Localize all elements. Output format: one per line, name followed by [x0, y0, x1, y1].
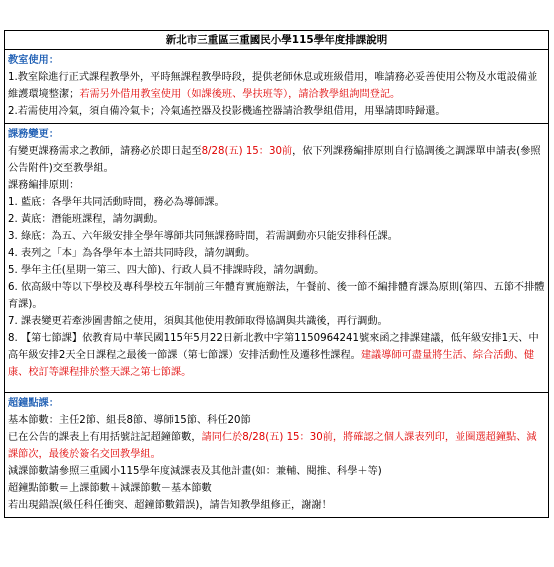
schedule-change-heading: 課務變更： — [8, 129, 59, 140]
rule-5: 5. 學年主任(星期一第三、四大節)、行政人員不排課時段，請勿調動。 — [8, 265, 325, 276]
classroom-use-item-1 — [8, 69, 545, 103]
overtime-line-2 — [8, 429, 545, 463]
overtime-line-5: 若出現錯誤(級任科任衝突、超鐘節數錯誤)，請告知教學組修正，謝謝！ — [8, 500, 332, 511]
overtime-section — [5, 393, 548, 517]
schedule-change-intro — [8, 143, 545, 177]
classroom-use-item-1-highlight: 若需另外借用教室使用（如課後班、學扶班等），請洽教學組詢問登記。 — [79, 89, 401, 100]
document-title: 新北市三重區三重國民小學115學年度排課說明 — [5, 31, 548, 50]
rule-8 — [8, 330, 545, 381]
rule-4: 4. 表列之「本」為各學年本土語共同時段，請勿調動。 — [8, 248, 256, 259]
rule-8-highlight: 建議導師可盡量將生活、綜合活動、健康、校訂等課程排於整天課之第七節課。 — [8, 350, 535, 378]
overtime-line-3: 減課節數請參照三重國小115學年度減課表及其他計畫(如：兼輔、閱推、科學＋等) — [8, 466, 382, 477]
schedule-change-section — [5, 124, 548, 393]
rule-3: 3. 綠底：為五、六年級安排全學年導師共同無課務時間，若需調動亦只能安排科任課。 — [8, 231, 398, 242]
intro-text: 有變更課務需求之教師，請務必於即日起至 — [8, 146, 202, 157]
schedule-notice-document — [4, 30, 549, 518]
rule-7: 7. 課表變更若牽涉圖書館之使用，須與其他使用教師取得協調與共識後，再行調動。 — [8, 316, 388, 327]
intro-deadline: 8/28(五) 15：30前 — [201, 146, 293, 157]
rule-6: 6. 依高級中等以下學校及專科學校五年制前三年體育實施辦法，午餐前、後一節不編排體育課為原則(第四、五節不排體育課)。 — [8, 282, 545, 310]
intro-text-end: ，依下列課務編排原則自行協調後之調課單申請表(參照公告附件)交至教學組。 — [8, 146, 541, 174]
classroom-use-heading: 教室使用： — [8, 55, 59, 66]
rules-title: 課務編排原則： — [8, 180, 80, 191]
rule-8-text: 8. 【第七節課】依教育局中華民國115年5月22日新北教中字第1150964241號來函之排課建議，低年級安排1天、中高年級安排2天全日課程之最後一節課（第七節課）安排活動性及遷移性課程。 — [8, 333, 539, 361]
overtime-line-1: 基本節數：主任2節、組長8節、導師15節、科任20節 — [8, 415, 251, 426]
classroom-use-item-2: 2.若需使用冷氣，須自備冷氣卡；冷氣遙控器及投影機遙控器請洽教學組借用，用畢請即時歸還。 — [8, 106, 446, 117]
rule-2: 2. 黃底：潛能班課程，請勿調動。 — [8, 214, 164, 225]
classroom-use-section — [5, 50, 548, 124]
overtime-line-4: 超鐘點節數＝上課節數＋減課節數－基本節數 — [8, 483, 212, 494]
overtime-line-2-text: 已在公告的課表上有用括號註記超鐘節數， — [8, 432, 202, 443]
classroom-use-item-1-text: 1.教室除進行正式課程教學外，平時無課程教學時段，提供老師休息或班級借用，唯請務必妥善使用公物及水電設備並維護環境整潔； — [8, 72, 538, 100]
rule-1: 1. 藍底：各學年共同活動時間，務必為導師課。 — [8, 197, 225, 208]
overtime-heading: 超鐘點課： — [8, 398, 59, 409]
overtime-line-2-highlight: 請同仁於8/28(五) 15：30前，將確認之個人課表列印，並圈選超鐘點、減課節次，最後於簽名交回教學組。 — [8, 432, 537, 460]
